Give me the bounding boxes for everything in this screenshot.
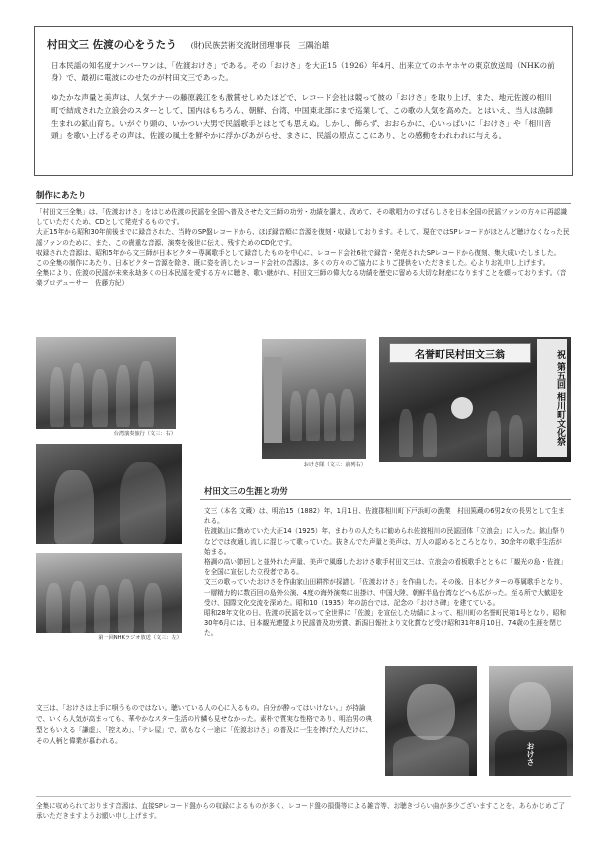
production-paragraph: 「村田文三全集」は、「佐渡おけさ」をはじめ佐渡の民謡を全国へ普及させた文三師の功労・功績を讃え、改めて、その歌唱力のすばらしさを日本全国の民謡ファンの方々に再認識していただくため、CDとして発売するものです。	[36, 208, 567, 227]
biography-paragraph: 佐渡鉱山に勤めていた大正14（1925）年、まわりの人たちに勧められ佐渡相川の民謡団体「立浪会」に入った。鉱山祭りなどでは夜通し流しに混じって歌っていた。抜きんでた声量と美声は、万人の認めるところとなり、30余年の歌手生活が始まる。	[204, 527, 566, 556]
photo-radio-broadcast	[36, 553, 182, 633]
flag-emblem	[451, 397, 473, 419]
quote-text: 文三は、「おけさは上手に唄うものではない。聴いている人の心に入るもの。自分が酔ってはいけない。」が持論で、いくら人気が高まっても、華やかなスター生活の片鱗も見せなかった。素朴で質実な性格であり、明治男の典型ともいえる「謙虚」、「控えめ」、「テレ屋」で、欲もなく一途に「佐渡おけさ」の普及に一生を捧げた人だけに、その人柄と偉業が慕われる。	[36, 704, 373, 745]
banner-text: 名誉町民村田文三翁	[389, 343, 531, 363]
production-heading: 制作にあたり	[36, 190, 87, 200]
biography-paragraph: 文三の歌っていたおけさを作曲家山田耕筰が採譜し「佐渡おけさ」を作曲した。その後、日本ビクターの専属歌手となり、一層精力的に数百回の島外公演、4度の海外演奏に出掛け、中国大陸、朝鮮半島台湾などへも広がった。至る所で大歓迎を受け、国際文化交流を深めた。昭和10（1935）年の訪台では、記念の「おけさ碑」を建てている。	[204, 578, 567, 607]
footer-divider	[36, 796, 571, 797]
photo-taiwan-tour	[36, 337, 176, 429]
intro-paragraph: ゆたかな声量と美声は、人気テナーの藤原義江をも激賞せしめたほどで、レコード会社は競って彼の「おけさ」を取り上げ、また、地元佐渡の相川町で結成された立浪会のスターとして、国内はもちろん、朝鮮、台湾、中国東北部にまで巡業して、この歌の人気を高めた。とはいえ、当人は漁師生まれの鉱山育ち。いがぐり頭の、いかつい大男で民謡歌手とはとても思えぬ。しかし、飾らず、おおらかに、心いっぱいに「おけさ」や「相川音頭」を歌い上げるその声は、佐渡の風土を鮮やかに浮かびあがらせ、まさに、民謡の原点ここにあり、との感動をわれわれに与える。	[51, 93, 553, 141]
biography-heading: 村田文三の生涯と功労	[204, 486, 288, 496]
production-paragraph: 全集により、佐渡の民謡が未来永劫多くの日本民謡を愛する方々に聴き、歌い継がれ、村田文三師の偉大なる功績を歴史に留める大切な財産になりますことを願っております。（音楽プロデューサー 佐藤方紀）	[36, 269, 567, 288]
footer-note: 全集に収められております音源は、直接SPレコード盤からの収録によるものが多く、レコード盤の損傷等による雑音等、お聴きづらい曲が多少ございますことを、あらかじめご了承いただきますようお願い申し上げます。	[36, 802, 565, 821]
intro-box	[34, 26, 573, 176]
production-paragraph: 大正15年から昭和30年前後までに録音された、当時のSP盤レコードから、ほぼ録音順に音源を復刻・収録しております。そして、現在ではSPレコードがほとんど聴けなくなった民謡ファンのために、また、この貴重な音源、演奏を後世に伝え、残すためのCD化です。	[36, 228, 570, 247]
intro-byline: (財)民族芸術交流財団理事長 三隅治雄	[190, 41, 330, 50]
jacket-text: おけさ	[526, 742, 536, 766]
production-paragraph: この全集の制作にあたり、日本ビクター音源を除き、既に姿を消したレコード会社の音源は、多くの方々のご協力によりご提供をいただきました。心よりお礼申し上げます。	[36, 259, 550, 268]
quote-block	[36, 703, 376, 747]
production-body	[36, 207, 570, 289]
photo-two-men	[36, 444, 182, 544]
intro-title: 村田文三 佐渡の心をうたう	[47, 39, 177, 51]
intro-paragraph: 日本民謡の知名度ナンバーワンは、「佐渡おけさ」である。その「おけさ」を大正15（1926）年4月、出来立てのホヤホヤの東京放送局（NHKの前身）で、最初に電波にのせたのが村田文三であった。	[51, 60, 555, 83]
caption-okesa: おけさ隊（文三：前列右）	[303, 462, 366, 468]
production-divider	[36, 203, 571, 204]
biography-body	[204, 506, 568, 639]
photo-portrait-smiling	[385, 666, 477, 776]
photo-okesa-troupe	[262, 339, 366, 459]
biography-paragraph: 格調の高い節回しと並外れた声量、美声で風靡したおけさ歌手村田文三は、立浪会の看板歌手とともに「観光の島・佐渡」を全国に宣伝した立役者である。	[204, 558, 567, 577]
photo-portrait-jacket	[489, 666, 573, 776]
intro-header	[47, 37, 560, 52]
biography-paragraph: 昭和28年文化の日、佐渡の民謡を以って全世界に「佐渡」を宣伝した功績によって、相川町の名誉町民第1号となり、昭和30年6月には、日本観光連盟より民謡普及功労賞、新潟日報社より文化賞など受け昭和31年8月10日、74歳の生涯を閉じた。	[204, 609, 566, 638]
caption-taiwan: 台湾演奏旅行（文三：右）	[113, 431, 176, 437]
photo-festival-banner	[379, 337, 571, 462]
production-paragraph: 収録された音源は、昭和5年から文三師が日本ビクター専属歌手として録音したものを中心に、レコード会社6社で録音・発売されたSPレコードから復刻、集大成いたしました。	[36, 248, 561, 257]
biography-paragraph: 文三（本名 文蔵）は、明治15（1882）年、1月1日、佐渡郡相川町下戸浜町の漁業 村田篤蔵の6男2女の長男として生まれる。	[204, 507, 565, 526]
biography-divider	[200, 499, 571, 500]
caption-radio: 第一回NHKラジオ放送（文三：左）	[98, 635, 182, 641]
banner-vertical-text: 祝 第五回 相川町文化祭	[537, 339, 567, 457]
